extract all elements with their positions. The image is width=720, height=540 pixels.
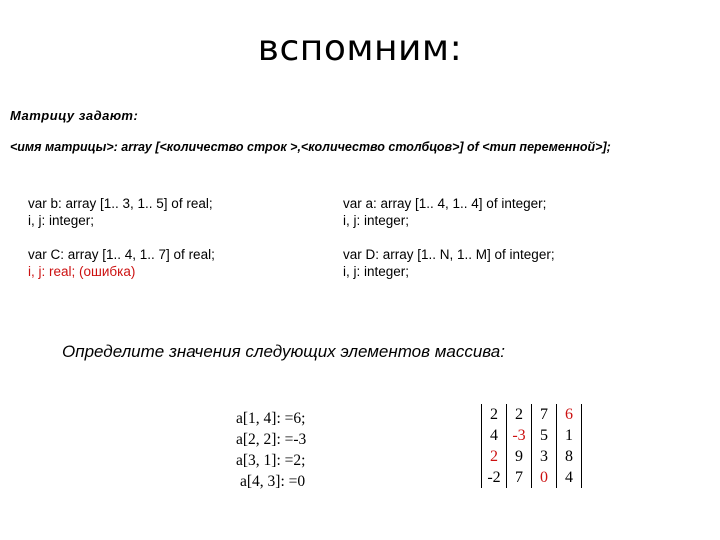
matrix-cell: 3	[532, 446, 557, 467]
matrix-row	[482, 404, 582, 425]
error-code-line: i, j: real; (ошибка)	[28, 264, 136, 279]
matrix-cell: 7	[507, 467, 532, 488]
assignment-list	[236, 408, 306, 492]
code-line: var a: array [1.. 4, 1.. 4] of integer;	[343, 196, 547, 211]
matrix-cell: 1	[557, 425, 582, 446]
code-block-d	[343, 246, 555, 280]
matrix-cell: 8	[557, 446, 582, 467]
matrix-cell: 6	[557, 404, 582, 425]
matrix-cell: 7	[532, 404, 557, 425]
matrix-row	[482, 425, 582, 446]
matrix-cell: 2	[482, 404, 507, 425]
matrix-row	[482, 446, 582, 467]
matrix-cell: 5	[532, 425, 557, 446]
slide-title: вспомним:	[257, 28, 463, 69]
code-line: i, j: integer;	[343, 213, 410, 228]
matrix-cell: 2	[482, 446, 507, 467]
syntax-line: <имя матрицы>: array [<количество строк >,<количество столбцов>] of <тип переменной>];	[10, 140, 611, 154]
matrix-cell: 4	[482, 425, 507, 446]
matrix-row	[482, 467, 582, 488]
section-subtitle: Матрицу задают:	[10, 108, 139, 123]
assignment-line: a[2, 2]: =-3	[236, 431, 307, 448]
code-line: var b: array [1.. 3, 1.. 5] of real;	[28, 196, 213, 211]
code-block-c	[28, 246, 215, 280]
assignment-line: a[3, 1]: =2;	[236, 452, 306, 469]
code-block-b	[28, 195, 213, 229]
assignment-line: a[4, 3]: =0	[240, 473, 306, 490]
matrix-cell: 0	[532, 467, 557, 488]
matrix-cell: 4	[557, 467, 582, 488]
code-line: var D: array [1.. N, 1.. M] of integer;	[343, 247, 555, 262]
code-line: var C: array [1.. 4, 1.. 7] of real;	[28, 247, 215, 262]
code-block-a	[343, 195, 546, 229]
matrix-table	[481, 404, 582, 488]
assignment-line: a[1, 4]: =6;	[236, 410, 306, 427]
matrix-cell: 2	[507, 404, 532, 425]
question-text: Определите значения следующих элементов массива:	[62, 342, 505, 361]
matrix-cell: -3	[507, 425, 532, 446]
code-line: i, j: integer;	[343, 264, 410, 279]
matrix-cell: -2	[482, 467, 507, 488]
code-line: i, j: integer;	[28, 213, 95, 228]
matrix-cell: 9	[507, 446, 532, 467]
